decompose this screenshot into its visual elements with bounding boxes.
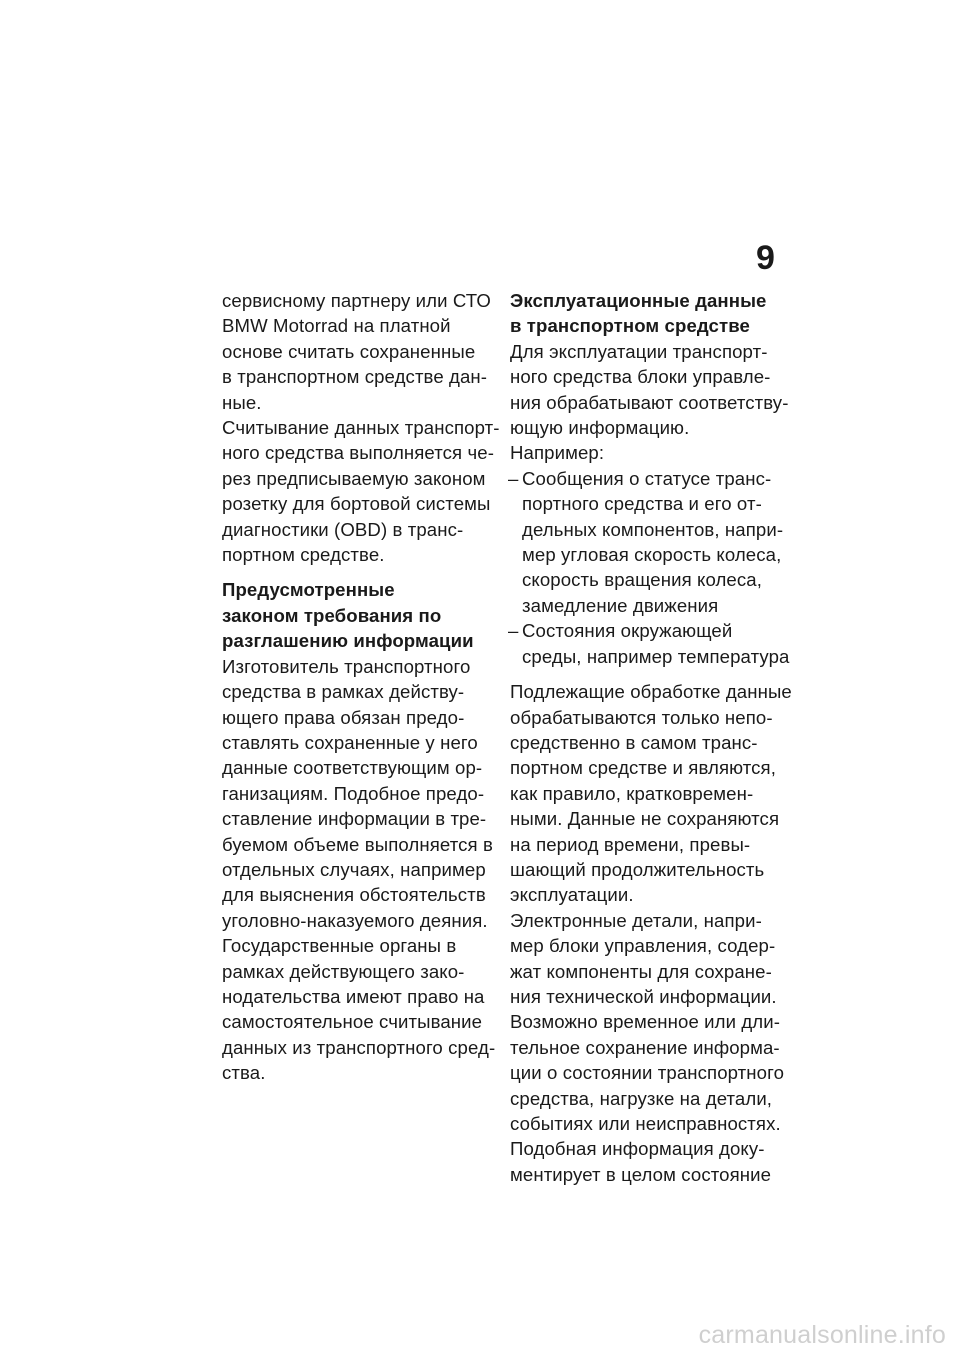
text-line: ции о состоянии транспортного [510,1062,785,1084]
text-line: дельных компонентов, напри- [522,518,784,540]
text-line: Электронные детали, напри- [510,909,762,931]
text-line: ными. Данные не сохраняются [510,808,780,830]
text-line: ставление информации в тре- [222,808,487,830]
heading-line: Предусмотренные [222,579,395,601]
dash-bullet: – [508,467,519,489]
text-line: ного средства выполняется че- [222,442,495,464]
text-line: Подлежащие обработке данные [510,681,792,703]
text-line: ного средства блоки управле- [510,366,771,388]
text-line: ющую информацию. [510,417,690,439]
text-line: диагностики (OBD) в транс- [222,518,464,540]
right-column [508,288,792,1187]
text-line: основе считать сохраненные [222,340,476,362]
paragraph-control-units [510,339,789,441]
list-item [510,466,782,618]
text-line: Изготовитель транспортного [222,655,471,677]
text-line: событиях или неисправностях. [510,1113,781,1134]
text-line: ные. [222,391,262,413]
chapter-number: 9 [756,239,775,277]
text-line: – Сообщения о статусе транс- [510,466,782,491]
text-line: скорость вращения колеса, [522,569,762,591]
text-line: портном средстве и являются, [510,757,776,779]
text-line: розетку для бортовой системы [222,493,491,515]
section-heading-operational-data [510,288,782,339]
text-line: ния технической информации. [510,985,777,1007]
text-line: BMW Motorrad на платной [222,315,451,337]
text-line: как правило, кратковремен- [510,782,754,804]
heading-line: законом требования по [222,604,442,626]
text-line: ющего права обязан предо- [222,706,465,728]
text-line: средства в рамках действу- [222,681,465,703]
text-line: нодательства имеют право на [222,985,485,1007]
text-line: среды, например температура [522,645,790,667]
text-line: жат компоненты для сохране- [510,960,772,982]
text-line: отдельных случаях, например [222,858,486,880]
text-line: Считывание данных транспорт- [222,417,500,439]
text-line: Для эксплуатации транспорт- [510,340,768,362]
text-line: Подобная информация доку- [510,1138,765,1160]
text-line: уголовно-наказуемого деяния. [222,909,488,931]
text-line: ганизациям. Подобное предо- [222,782,485,804]
text-line: портного средства и его от- [522,493,762,515]
text-line: данные соответствующим ор- [222,757,483,779]
paragraph-state-authorities [222,933,496,1085]
list-item [508,618,790,669]
text-line: шающий продолжительность [510,858,765,880]
paragraph-service-partner [222,288,492,415]
text-line: рез предписываемую законом [222,467,486,489]
paragraph-data-reading [222,415,500,567]
example-label: Например: [510,442,605,464]
text-line: рамках действующего зако- [222,960,465,982]
text-line: обрабатываются только непо- [510,706,773,728]
text-line: ставлять сохраненные у него [222,731,478,753]
text-line: на период времени, превы- [510,833,751,855]
text-line: тельное сохранение информа- [510,1036,780,1058]
text-line: Государственные органы в [222,935,457,957]
text-line: данных из транспортного сред- [222,1036,496,1058]
text-line: – Состояния окружающей [510,618,782,643]
text-line: ния обрабатывают соответству- [510,391,789,413]
paragraph-electronic-parts [510,908,785,1187]
text-line: сервисному партнеру или СТО [222,290,491,311]
text-line: портном средстве. [222,544,385,566]
text-line: Возможно временное или дли- [510,1011,781,1033]
text-line: для выяснения обстоятельств [222,884,486,906]
left-column [222,288,500,1086]
text-line: мер блоки управления, содер- [510,935,776,957]
text-line: замедление движения [522,594,719,616]
text-line: в транспортном средстве дан- [222,366,488,388]
paragraph-manufacturer-obligation [222,654,492,933]
text-line: средственно в самом транс- [510,731,758,753]
text-line: буемом объеме выполняется в [222,833,493,855]
bullet-list [508,466,790,669]
heading-line: Эксплуатационные данные [510,290,767,311]
watermark: carmanualsonline.info [698,1321,946,1349]
text-line: эксплуатации. [510,884,634,906]
text-line: мер угловая скорость колеса, [522,544,782,566]
dash-bullet: – [508,620,519,642]
heading-line: в транспортном средстве [510,315,750,337]
text-line: ментирует в целом состояние [510,1163,772,1185]
text-line: ства. [222,1062,266,1084]
section-heading-legal-requirements [222,577,492,653]
heading-line: разглашению информации [222,630,474,652]
text-line: средства, нагрузке на детали, [510,1087,773,1109]
text-line: самостоятельное считывание [222,1011,483,1033]
paragraph-processing [510,679,792,908]
